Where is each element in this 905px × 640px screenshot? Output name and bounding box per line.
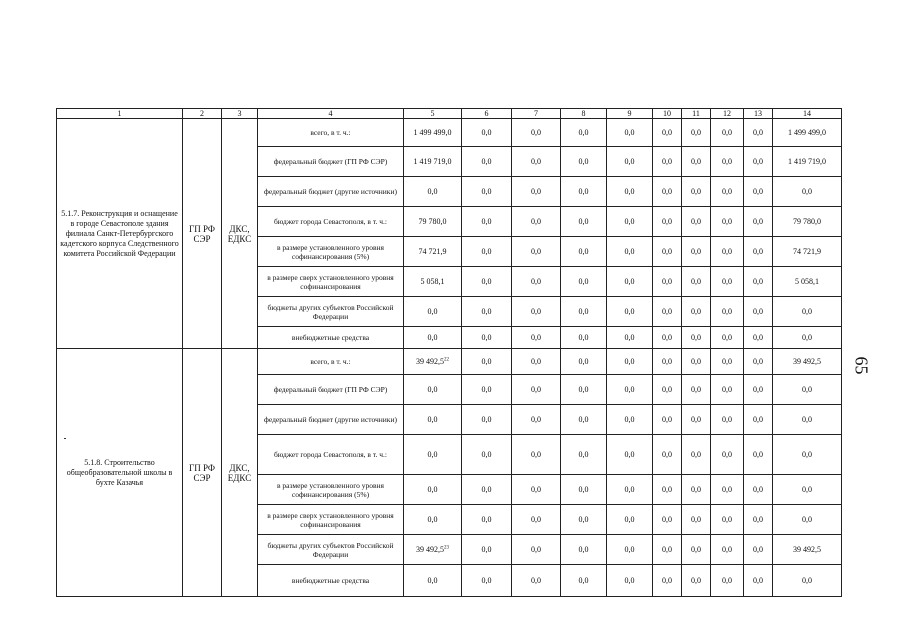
value-col-11: 0,0 [682, 505, 711, 535]
value-col-7: 0,0 [512, 535, 561, 565]
value-col-12: 0,0 [711, 147, 744, 177]
col-number-9: 9 [607, 109, 653, 119]
value-col-6: 0,0 [462, 327, 512, 349]
value-col-9: 0,0 [607, 327, 653, 349]
value-col-8: 0,0 [561, 565, 607, 597]
value-col-12: 0,0 [711, 327, 744, 349]
funding-source: в размере установленного уровня софинансирования (5%) [258, 237, 404, 267]
value-col-11: 0,0 [682, 267, 711, 297]
value-col-7: 0,0 [512, 349, 561, 375]
value-col-6: 0,0 [462, 349, 512, 375]
value-col-8: 0,0 [561, 297, 607, 327]
value-col-8: 0,0 [561, 475, 607, 505]
value-col-5 [404, 535, 462, 565]
col-number-4: 4 [258, 109, 404, 119]
value-col-14: 0,0 [773, 327, 842, 349]
value-col-11: 0,0 [682, 375, 711, 405]
value-col-7: 0,0 [512, 405, 561, 435]
col-number-8: 8 [561, 109, 607, 119]
value-col-8: 0,0 [561, 405, 607, 435]
value-col-11: 0,0 [682, 435, 711, 475]
value-col-14: 0,0 [773, 177, 842, 207]
value-col-10: 0,0 [653, 207, 682, 237]
value-col-9: 0,0 [607, 505, 653, 535]
value-col-12: 0,0 [711, 297, 744, 327]
value-col-5 [404, 475, 462, 505]
value-col-6: 0,0 [462, 475, 512, 505]
value-col-7: 0,0 [512, 207, 561, 237]
value-col-13: 0,0 [744, 177, 773, 207]
value-col-6: 0,0 [462, 435, 512, 475]
value-col-13: 0,0 [744, 207, 773, 237]
value-col-5-text: 0,0 [427, 515, 438, 524]
value-col-8: 0,0 [561, 177, 607, 207]
funding-source: бюджет города Севастополя, в т. ч.: [258, 207, 404, 237]
value-col-11: 0,0 [682, 147, 711, 177]
funding-source: федеральный бюджет (ГП РФ СЭР) [258, 147, 404, 177]
value-col-5 [404, 327, 462, 349]
value-col-10: 0,0 [653, 349, 682, 375]
funding-source: внебюджетные средства [258, 327, 404, 349]
program-name: ГП РФ СЭР [183, 349, 222, 597]
funding-source: бюджеты других субъектов Российской Федерации [258, 535, 404, 565]
value-col-13: 0,0 [744, 119, 773, 147]
value-col-6: 0,0 [462, 237, 512, 267]
value-col-5 [404, 505, 462, 535]
value-col-5-text: 39 492,5 [416, 357, 444, 366]
value-col-8: 0,0 [561, 207, 607, 237]
value-col-12: 0,0 [711, 119, 744, 147]
value-col-12: 0,0 [711, 405, 744, 435]
value-col-5 [404, 177, 462, 207]
value-col-8: 0,0 [561, 327, 607, 349]
col-number-7: 7 [512, 109, 561, 119]
value-col-14: 79 780,0 [773, 207, 842, 237]
program-name: ГП РФ СЭР [183, 119, 222, 349]
scan-mark [64, 438, 66, 439]
value-col-14: 0,0 [773, 505, 842, 535]
value-col-12: 0,0 [711, 177, 744, 207]
value-col-11: 0,0 [682, 475, 711, 505]
value-col-12: 0,0 [711, 207, 744, 237]
value-col-8: 0,0 [561, 535, 607, 565]
value-col-14: 74 721,9 [773, 237, 842, 267]
funding-source: в размере установленного уровня софинансирования (5%) [258, 475, 404, 505]
value-col-7: 0,0 [512, 327, 561, 349]
value-col-10: 0,0 [653, 475, 682, 505]
value-col-7: 0,0 [512, 267, 561, 297]
value-col-9: 0,0 [607, 475, 653, 505]
col-number-12: 12 [711, 109, 744, 119]
page-number: 65 [851, 356, 872, 375]
value-col-6: 0,0 [462, 297, 512, 327]
value-col-6: 0,0 [462, 267, 512, 297]
value-col-10: 0,0 [653, 177, 682, 207]
value-col-14: 39 492,5 [773, 535, 842, 565]
value-col-5-text: 1 419 719,0 [413, 157, 452, 166]
value-col-13: 0,0 [744, 147, 773, 177]
value-col-14: 1 499 499,0 [773, 119, 842, 147]
col-number-2: 2 [183, 109, 222, 119]
value-col-13: 0,0 [744, 435, 773, 475]
value-col-13: 0,0 [744, 505, 773, 535]
value-col-11: 0,0 [682, 119, 711, 147]
footnote-marker: 22 [444, 357, 449, 363]
value-col-8: 0,0 [561, 375, 607, 405]
value-col-5 [404, 565, 462, 597]
value-col-6: 0,0 [462, 405, 512, 435]
value-col-9: 0,0 [607, 207, 653, 237]
value-col-9: 0,0 [607, 565, 653, 597]
value-col-5 [404, 267, 462, 297]
value-col-11: 0,0 [682, 405, 711, 435]
value-col-11: 0,0 [682, 349, 711, 375]
value-col-7: 0,0 [512, 475, 561, 505]
value-col-14: 39 492,5 [773, 349, 842, 375]
value-col-11: 0,0 [682, 327, 711, 349]
value-col-8: 0,0 [561, 505, 607, 535]
col-number-13: 13 [744, 109, 773, 119]
value-col-10: 0,0 [653, 505, 682, 535]
value-col-6: 0,0 [462, 147, 512, 177]
executor-name: ДКС, ЕДКС [222, 349, 258, 597]
value-col-5-text: 0,0 [427, 307, 438, 316]
value-col-10: 0,0 [653, 405, 682, 435]
value-col-14: 0,0 [773, 375, 842, 405]
value-col-12: 0,0 [711, 535, 744, 565]
value-col-12: 0,0 [711, 349, 744, 375]
value-col-5-text: 0,0 [427, 187, 438, 196]
value-col-5-text: 0,0 [427, 385, 438, 394]
value-col-6: 0,0 [462, 375, 512, 405]
table-row [57, 119, 842, 147]
col-number-14: 14 [773, 109, 842, 119]
value-col-5 [404, 297, 462, 327]
value-col-5 [404, 405, 462, 435]
value-col-11: 0,0 [682, 177, 711, 207]
value-col-5-text: 0,0 [427, 576, 438, 585]
value-col-13: 0,0 [744, 475, 773, 505]
value-col-13: 0,0 [744, 375, 773, 405]
value-col-9: 0,0 [607, 405, 653, 435]
funding-source: внебюджетные средства [258, 565, 404, 597]
value-col-9: 0,0 [607, 237, 653, 267]
value-col-12: 0,0 [711, 435, 744, 475]
value-col-7: 0,0 [512, 147, 561, 177]
value-col-7: 0,0 [512, 177, 561, 207]
value-col-14: 1 419 719,0 [773, 147, 842, 177]
value-col-8: 0,0 [561, 435, 607, 475]
col-number-5: 5 [404, 109, 462, 119]
value-col-12: 0,0 [711, 565, 744, 597]
funding-source: федеральный бюджет (ГП РФ СЭР) [258, 375, 404, 405]
value-col-9: 0,0 [607, 297, 653, 327]
value-col-5 [404, 207, 462, 237]
value-col-5-text: 0,0 [427, 333, 438, 342]
value-col-5 [404, 147, 462, 177]
value-col-14: 0,0 [773, 297, 842, 327]
value-col-13: 0,0 [744, 565, 773, 597]
value-col-11: 0,0 [682, 565, 711, 597]
value-col-9: 0,0 [607, 267, 653, 297]
value-col-10: 0,0 [653, 237, 682, 267]
funding-source: всего, в т. ч.: [258, 349, 404, 375]
col-number-1: 1 [57, 109, 183, 119]
col-number-3: 3 [222, 109, 258, 119]
value-col-5-text: 79 780,0 [418, 217, 447, 226]
value-col-8: 0,0 [561, 267, 607, 297]
value-col-8: 0,0 [561, 237, 607, 267]
value-col-13: 0,0 [744, 327, 773, 349]
value-col-9: 0,0 [607, 435, 653, 475]
value-col-6: 0,0 [462, 119, 512, 147]
value-col-5 [404, 435, 462, 475]
value-col-9: 0,0 [607, 119, 653, 147]
value-col-5-text: 1 499 499,0 [413, 128, 452, 137]
value-col-14: 5 058,1 [773, 267, 842, 297]
value-col-10: 0,0 [653, 375, 682, 405]
object-name: 5.1.7. Реконструкция и оснащение в городе Севастополе здания филиала Санкт-Петербургского кадетского корпуса Следственного комитета Российской Федерации [57, 119, 183, 349]
funding-source: всего, в т. ч.: [258, 119, 404, 147]
value-col-5 [404, 237, 462, 267]
value-col-12: 0,0 [711, 505, 744, 535]
funding-source: бюджет города Севастополя, в т. ч.: [258, 435, 404, 475]
value-col-5-text: 39 492,5 [416, 545, 444, 554]
value-col-5-text: 0,0 [427, 415, 438, 424]
value-col-14: 0,0 [773, 565, 842, 597]
value-col-9: 0,0 [607, 177, 653, 207]
value-col-14: 0,0 [773, 475, 842, 505]
value-col-13: 0,0 [744, 297, 773, 327]
value-col-13: 0,0 [744, 535, 773, 565]
value-col-5-text: 5 058,1 [420, 277, 445, 286]
value-col-10: 0,0 [653, 267, 682, 297]
value-col-10: 0,0 [653, 297, 682, 327]
value-col-10: 0,0 [653, 119, 682, 147]
col-number-11: 11 [682, 109, 711, 119]
value-col-12: 0,0 [711, 375, 744, 405]
value-col-8: 0,0 [561, 147, 607, 177]
value-col-10: 0,0 [653, 535, 682, 565]
table-body [57, 109, 842, 597]
funding-source: в размере сверх установленного уровня софинансирования [258, 267, 404, 297]
value-col-13: 0,0 [744, 349, 773, 375]
column-number-row [57, 109, 842, 119]
value-col-7: 0,0 [512, 565, 561, 597]
value-col-5-text: 0,0 [427, 485, 438, 494]
value-col-11: 0,0 [682, 535, 711, 565]
value-col-9: 0,0 [607, 375, 653, 405]
budget-table [56, 108, 842, 597]
funding-source: федеральный бюджет (другие источники) [258, 177, 404, 207]
value-col-11: 0,0 [682, 237, 711, 267]
value-col-7: 0,0 [512, 505, 561, 535]
funding-source: в размере сверх установленного уровня софинансирования [258, 505, 404, 535]
value-col-8: 0,0 [561, 349, 607, 375]
value-col-13: 0,0 [744, 237, 773, 267]
funding-source: федеральный бюджет (другие источники) [258, 405, 404, 435]
value-col-9: 0,0 [607, 535, 653, 565]
value-col-14: 0,0 [773, 405, 842, 435]
footnote-marker: 23 [444, 545, 449, 551]
value-col-10: 0,0 [653, 147, 682, 177]
value-col-6: 0,0 [462, 207, 512, 237]
value-col-6: 0,0 [462, 505, 512, 535]
value-col-10: 0,0 [653, 327, 682, 349]
value-col-6: 0,0 [462, 177, 512, 207]
value-col-7: 0,0 [512, 375, 561, 405]
value-col-7: 0,0 [512, 297, 561, 327]
value-col-11: 0,0 [682, 297, 711, 327]
col-number-10: 10 [653, 109, 682, 119]
value-col-10: 0,0 [653, 565, 682, 597]
value-col-11: 0,0 [682, 207, 711, 237]
value-col-12: 0,0 [711, 475, 744, 505]
value-col-5 [404, 119, 462, 147]
funding-source: бюджеты других субъектов Российской Федерации [258, 297, 404, 327]
value-col-6: 0,0 [462, 535, 512, 565]
value-col-10: 0,0 [653, 435, 682, 475]
object-name: 5.1.8. Строительство общеобразовательной школы в бухте Казачья [57, 349, 183, 597]
value-col-9: 0,0 [607, 349, 653, 375]
value-col-8: 0,0 [561, 119, 607, 147]
value-col-7: 0,0 [512, 435, 561, 475]
value-col-13: 0,0 [744, 405, 773, 435]
value-col-5-text: 0,0 [427, 450, 438, 459]
value-col-7: 0,0 [512, 237, 561, 267]
value-col-13: 0,0 [744, 267, 773, 297]
table-row [57, 349, 842, 375]
value-col-12: 0,0 [711, 267, 744, 297]
value-col-14: 0,0 [773, 435, 842, 475]
value-col-5 [404, 349, 462, 375]
executor-name: ДКС, ЕДКС [222, 119, 258, 349]
value-col-9: 0,0 [607, 147, 653, 177]
value-col-6: 0,0 [462, 565, 512, 597]
value-col-7: 0,0 [512, 119, 561, 147]
value-col-5 [404, 375, 462, 405]
col-number-6: 6 [462, 109, 512, 119]
value-col-12: 0,0 [711, 237, 744, 267]
value-col-5-text: 74 721,9 [418, 247, 447, 256]
